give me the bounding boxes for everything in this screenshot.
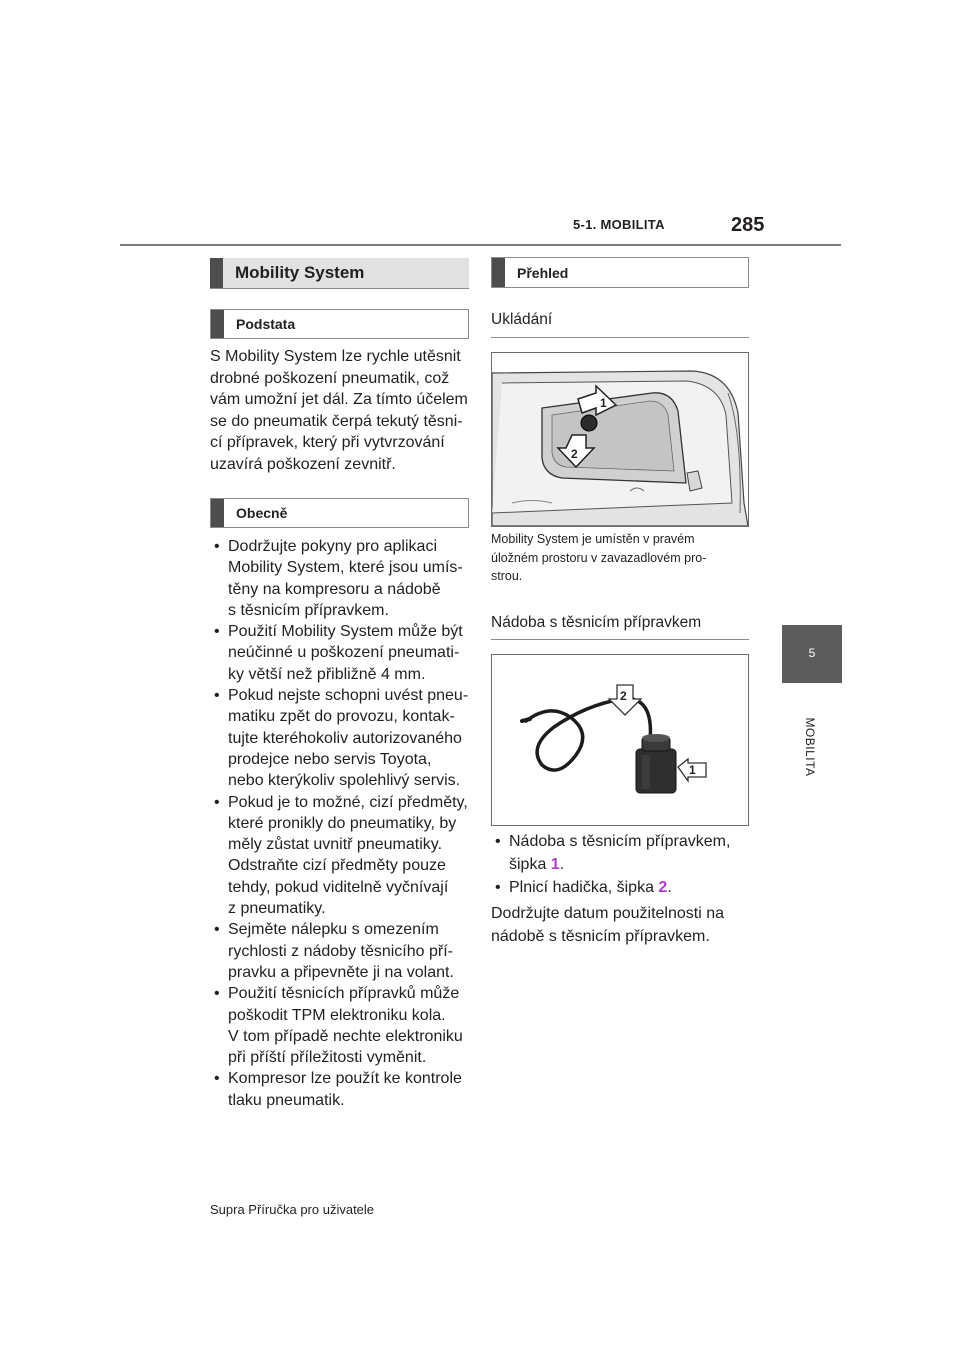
footer-text: Supra Příručka pro uživatele (210, 1202, 375, 1217)
figure1-caption (491, 530, 753, 586)
chapter-tab-label: MOBILITA (803, 717, 817, 777)
heading-mobility-system-text: Mobility System (235, 263, 365, 282)
text-line: drobné poškození pneumatik, což (210, 369, 450, 387)
sealant-container-illustration (492, 655, 748, 825)
text-line: Dodržujte datum použitelnosti na (491, 905, 725, 922)
caption-line: strou. (491, 569, 523, 583)
arrow-number: 1 (550, 856, 560, 873)
container-parts-list (491, 830, 753, 899)
text-line: • Pokud nejste schopni uvést pneu- (228, 687, 469, 705)
section-title: 5-1. MOBILITA (573, 217, 665, 232)
text-line: ky větší než přibližně 4 mm. (228, 665, 426, 683)
heading-obecne (210, 498, 469, 528)
heading-mark (211, 310, 224, 338)
general-bullet-list (210, 536, 475, 1111)
header-rule (120, 244, 841, 246)
heading-podstata-text: Podstata (236, 316, 296, 332)
list-item (210, 685, 475, 791)
arrow-number: 2 (658, 879, 668, 896)
heading-prehled (491, 257, 749, 288)
heading-podstata (210, 309, 469, 339)
list-item (491, 830, 753, 876)
text-line (509, 876, 753, 899)
text-line: • Použití Mobility System může být (228, 623, 463, 641)
page-number: 285 (731, 214, 765, 236)
text-line: • Pokud je to možné, cizí předměty, (228, 793, 468, 811)
text-line: vám umožní jet dál. Za tímto účelem (210, 391, 468, 408)
text-line: tehdy, pokud viditelně vyčnívají (228, 878, 449, 896)
text-line: nádobě s těsnicím přípravkem. (491, 928, 710, 945)
text-line: pravku a připevněte ji na volant. (228, 963, 454, 981)
text-line (509, 853, 753, 876)
figure2-label-1: 1 (689, 763, 696, 777)
text-line: neúčinné u poškození pneumati- (228, 644, 460, 662)
text-line: při příští příležitosti vyměnit. (228, 1049, 427, 1067)
list-item (210, 1068, 475, 1111)
text-line: cí přípravek, který při vytvrzování (210, 434, 445, 451)
heading-mark (492, 258, 505, 287)
list-item (210, 983, 475, 1068)
figure1-label-2: 2 (571, 447, 578, 461)
list-item (491, 876, 753, 899)
chapter-tab-number: 5 (808, 646, 816, 660)
text-line: • Kompresor lze použít ke kontrole (228, 1070, 462, 1088)
trunk-storage-illustration (492, 353, 748, 526)
list-item (210, 792, 475, 920)
text-line: S Mobility System lze rychle utěsnit (210, 348, 461, 365)
text-line: Odstraňte cizí předměty pouze (228, 857, 446, 875)
text-line: těny na kompresoru a nádobě (228, 580, 441, 598)
figure1-label-1: 1 (600, 396, 607, 410)
subheading-nadoba: Nádoba s těsnicím přípravkem (491, 614, 749, 640)
item-text: Plnicí hadička, šipka (509, 879, 659, 896)
figure2-label-2: 2 (620, 689, 627, 703)
text-line: tlaku pneumatik. (228, 1091, 345, 1109)
text-line: tujte kteréhokoliv autorizovaného (228, 729, 462, 747)
text-line: nebo kterýkoliv spolehlivý servis. (228, 772, 461, 790)
text-line: • Nádoba s těsnicím přípravkem, (509, 833, 731, 850)
text-line: V tom případě nechte elektroniku (228, 1027, 463, 1045)
heading-mark (210, 258, 223, 288)
heading-mobility-system (210, 258, 469, 289)
text-line: s těsnicím přípravkem. (228, 601, 389, 619)
text-line: které pronikly do pneumatiky, by (228, 814, 457, 832)
caption-line: úložném prostoru v zavazadlovém pro- (491, 550, 707, 565)
item-end: . (559, 856, 565, 873)
figure-sealant-container (491, 654, 749, 826)
text-line: • Sejměte nálepku s omezením (228, 921, 439, 939)
subheading-ukladani: Ukládání (491, 311, 749, 338)
text-line: se do pneumatik čerpá tekutý těsni- (210, 412, 463, 430)
figure-trunk-storage (491, 352, 749, 527)
text-line: • Použití těsnicích přípravků může (228, 985, 460, 1003)
item-end: . (667, 879, 672, 896)
text-line: • Dodržujte pokyny pro aplikaci (228, 538, 437, 555)
caption-line: Mobility System je umístěn v pravém (491, 532, 695, 546)
expiry-note (491, 902, 753, 948)
text-line: prodejce nebo servis Toyota, (228, 750, 432, 768)
list-item (210, 621, 475, 685)
text-line: uzavírá poškození zevnitř. (210, 455, 396, 473)
text-line: matiku zpět do provozu, kontak- (228, 708, 455, 726)
text-line: rychlosti z nádoby těsnicího pří- (228, 942, 453, 960)
text-line: Mobility System, které jsou umís- (228, 559, 463, 577)
list-item (210, 536, 475, 621)
podstata-paragraph (210, 346, 475, 475)
list-item (210, 919, 475, 983)
heading-mark (211, 499, 224, 527)
text-line: měly zůstat uvnitř pneumatiky. (228, 836, 443, 854)
text-line: poškodit TPM elektroniku kola. (228, 1006, 446, 1024)
heading-obecne-text: Obecně (236, 505, 288, 521)
item-text: šipka (509, 856, 551, 873)
text-line: z pneumatiky. (228, 900, 326, 918)
heading-prehled-text: Přehled (517, 264, 569, 281)
